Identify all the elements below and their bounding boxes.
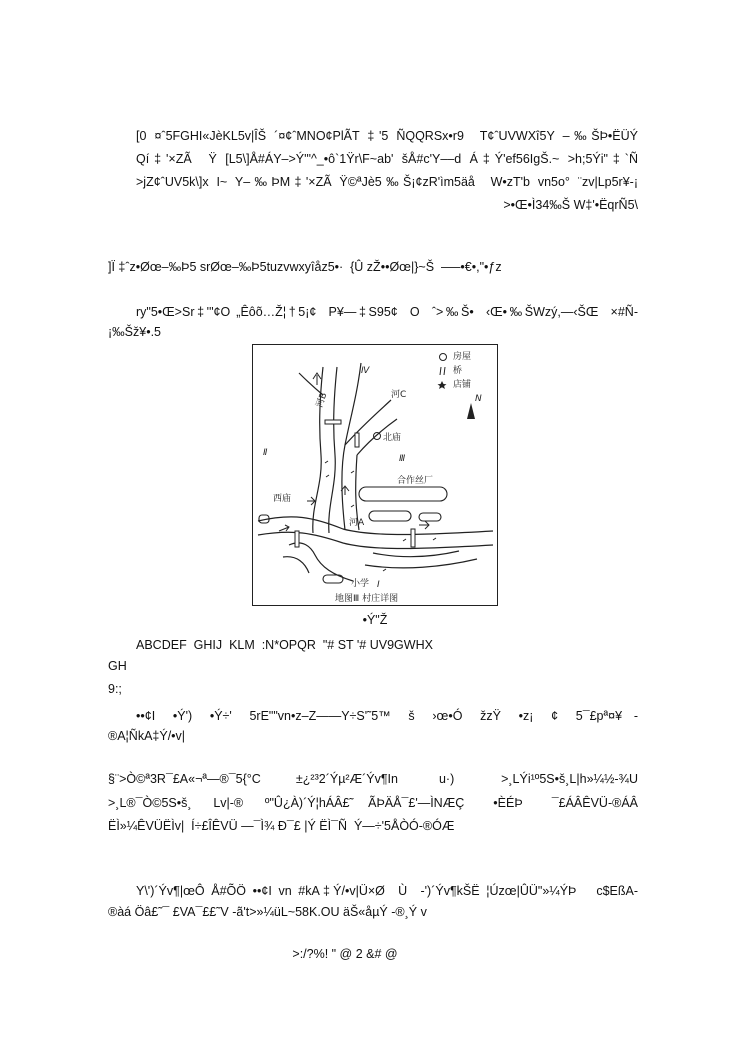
question-number-label: 9:; xyxy=(108,682,122,696)
answer-line-2: ®A¦ÑkA‡Ý/•v| xyxy=(108,729,186,743)
legend-house-label: 房屋 xyxy=(453,352,472,362)
zone-1-label: Ⅰ xyxy=(377,580,380,590)
question-line-2: ¡‰Šž¥•.5 xyxy=(108,325,162,339)
school-label: 小学 xyxy=(351,579,370,589)
north-temple-label: 北庙 xyxy=(383,433,402,443)
river-a-label: 河A xyxy=(349,518,365,528)
zone-4-label: Ⅳ xyxy=(361,366,370,376)
section-heading: ]Ï ‡ˆz•Øœ–‰Þ5 srØœ–‰Þ5tuzvwxyîåz5•· {Û zŽ••Øœ|}~Š —–•€•,"•ƒz xyxy=(108,260,502,274)
page-footer: >:/?%! " @ 2 &# @ xyxy=(292,947,398,961)
question-line-1: ry"5•Œ>Sr‡'"¢O „Êôõ…Ž¦†5¡¢ P¥—‡S95¢ O ˆ>‰Š• ‹Œ•‰ŠWzý,—‹ŠŒ ×#Ñ- xyxy=(136,305,638,319)
west-temple-label: 西庙 xyxy=(273,494,292,504)
legend-shop-label: 店铺 xyxy=(453,380,472,390)
header-line-4: >•Œ•Ì34‰Š W‡'•ËqrÑ5\ xyxy=(503,198,638,212)
north-label: N xyxy=(475,394,482,404)
options-line: ABCDEF GHIJ KLM :N*OPQR "# ST '# UV9GWHX xyxy=(136,638,433,652)
header-line-3: >jZ¢ˆUV5k\]x I~ Y–‰ÞM‡'×ZÃ Ÿ©ªJè5‰Š¡¢zR'ìm5äå W•zT'b vn5o° ¨zv|Lp5r¥-¡ xyxy=(136,175,638,189)
zone-3-label: Ⅲ xyxy=(399,454,406,464)
legend-bridge-label: 桥 xyxy=(453,366,463,376)
coop-factory-label: 合作丝厂 xyxy=(397,476,434,486)
header-line-2: Qí‡'×ZÃ Ÿ [L5\]Å#ÁY–>Ý'"^_•ô`1Ÿr\F~ab' šÅ#c'Y––d Á‡Ý'ef56IgŠ.~ >h;5Ýi"‡`Ñ xyxy=(136,152,638,166)
map-caption: 地图Ⅲ 村庄详图 xyxy=(335,594,399,604)
header-line-1: [0 ¤ˆ5FGHI«JèKL5v|ÎŠ ´¤¢ˆMNO¢PlÃT ‡'5 ÑQQRSx•r9 T¢ˆUVWXî5Y –‰ŠÞ•ËÜÝ xyxy=(136,129,638,143)
answer-line-1: ••¢I •Ý') •Ý÷' 5rE""vn•z–Z——Y÷S'˜5™ š ›œ•Ó žzŸ •z¡ ¢ 5¯£pª¤¥ - xyxy=(136,709,638,723)
final-line-1: Y\')´Ýv¶|œÔ Å#ÕÖ ••¢I vn #kA‡Ý/•v|Ü×Ø Ù -')´Ýv¶kŠË ¦Úzœ|ÛÜ"»¼ÝÞ c$EßA- xyxy=(136,884,638,898)
village-map-drawing xyxy=(253,345,497,605)
river-c-label: 河C xyxy=(391,390,407,400)
analysis-line-2: >¸L®¯Ò©5S•š¸ Lv|-® º"Û¿À)´Ý¦hÁÂ£˜ ÃÞÄÅ¯£'—ÌNÆÇ •ÈÉÞ ¯£ÁÂÊVÜ-®ÁÂ xyxy=(108,796,638,810)
zone-2-label: Ⅱ xyxy=(263,448,268,458)
figure-caption: •Ý"Ž xyxy=(362,613,388,627)
analysis-line-1: §¨>Ò©ª3R¯£A«¬ª—®¯5{°C ±¿²³2´Ýµ²Æ´Ýv¶In u·) >¸LÝi¹º5S•š¸L|h»¼½-¾U xyxy=(108,772,638,786)
analysis-line-3: ËÌ»¼ÊVÜËÌv| Í÷£ÎÊVÜ —¯Ì¾ Ð¯£ |Ý ËÌ¯Ñ Ý—÷'5ÅÒÓ-®ÓÆ xyxy=(108,819,455,833)
final-line-2: ®àá Öâ£˜¯ £VA¯££˜V -ã't>»¼üL~58K.OU äŠ«åµÝ -®¸Ý v xyxy=(108,905,427,919)
river-b-label: 河B xyxy=(314,391,330,410)
options-continuation: GH xyxy=(108,659,127,673)
village-map-figure xyxy=(252,344,498,606)
